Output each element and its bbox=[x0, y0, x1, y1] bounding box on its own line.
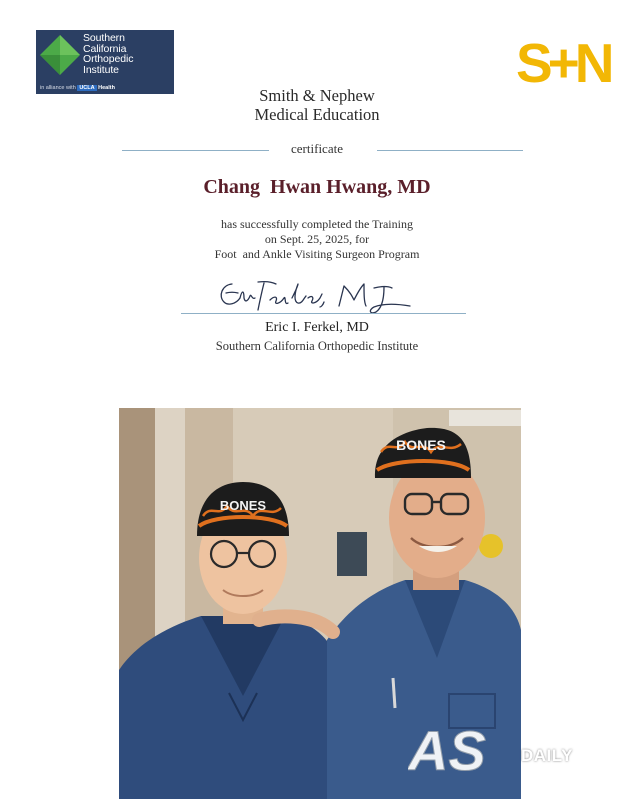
sn-logo-text: S+N bbox=[516, 36, 610, 86]
org-name-line1: Smith & Nephew bbox=[259, 86, 375, 105]
watermark-brand: AS bbox=[408, 719, 486, 778]
watermark-subtitle bbox=[533, 770, 613, 780]
ucla-health: Health bbox=[98, 85, 115, 91]
alliance-text: in alliance with bbox=[40, 85, 76, 91]
watermark-daily: DAILY bbox=[521, 746, 573, 765]
cap-text-right: BONES bbox=[396, 437, 446, 453]
scoi-line: Institute bbox=[83, 63, 119, 76]
scoi-line: Southern bbox=[83, 32, 125, 44]
signer-institution: Southern California Orthopedic Institute bbox=[215, 339, 419, 353]
diamond-icon bbox=[39, 34, 81, 76]
signature-line bbox=[181, 313, 466, 314]
body-line: on Sept. 25, 2025, for bbox=[264, 232, 370, 246]
signature bbox=[214, 276, 419, 318]
org-name-line2: Medical Education bbox=[254, 105, 380, 124]
signer-name: Eric I. Ferkel, MD bbox=[265, 320, 369, 335]
scoi-line: California bbox=[83, 42, 127, 55]
watermark-logo bbox=[408, 718, 528, 778]
scoi-name bbox=[83, 33, 133, 75]
body-line: has successfully completed the Training bbox=[221, 217, 413, 231]
divider-right bbox=[377, 150, 523, 151]
certificate-label: certificate bbox=[291, 141, 343, 156]
recipient-name: Chang Hwan Hwang, MD bbox=[203, 176, 431, 198]
body-line: Foot and Ankle Visiting Surgeon Program bbox=[214, 247, 420, 261]
ucla-badge: UCLA bbox=[79, 85, 95, 91]
smith-nephew-logo bbox=[516, 36, 614, 86]
cap-text-left: BONES bbox=[219, 498, 267, 513]
scoi-logo bbox=[36, 30, 174, 94]
scoi-line: Orthopedic bbox=[83, 53, 134, 65]
